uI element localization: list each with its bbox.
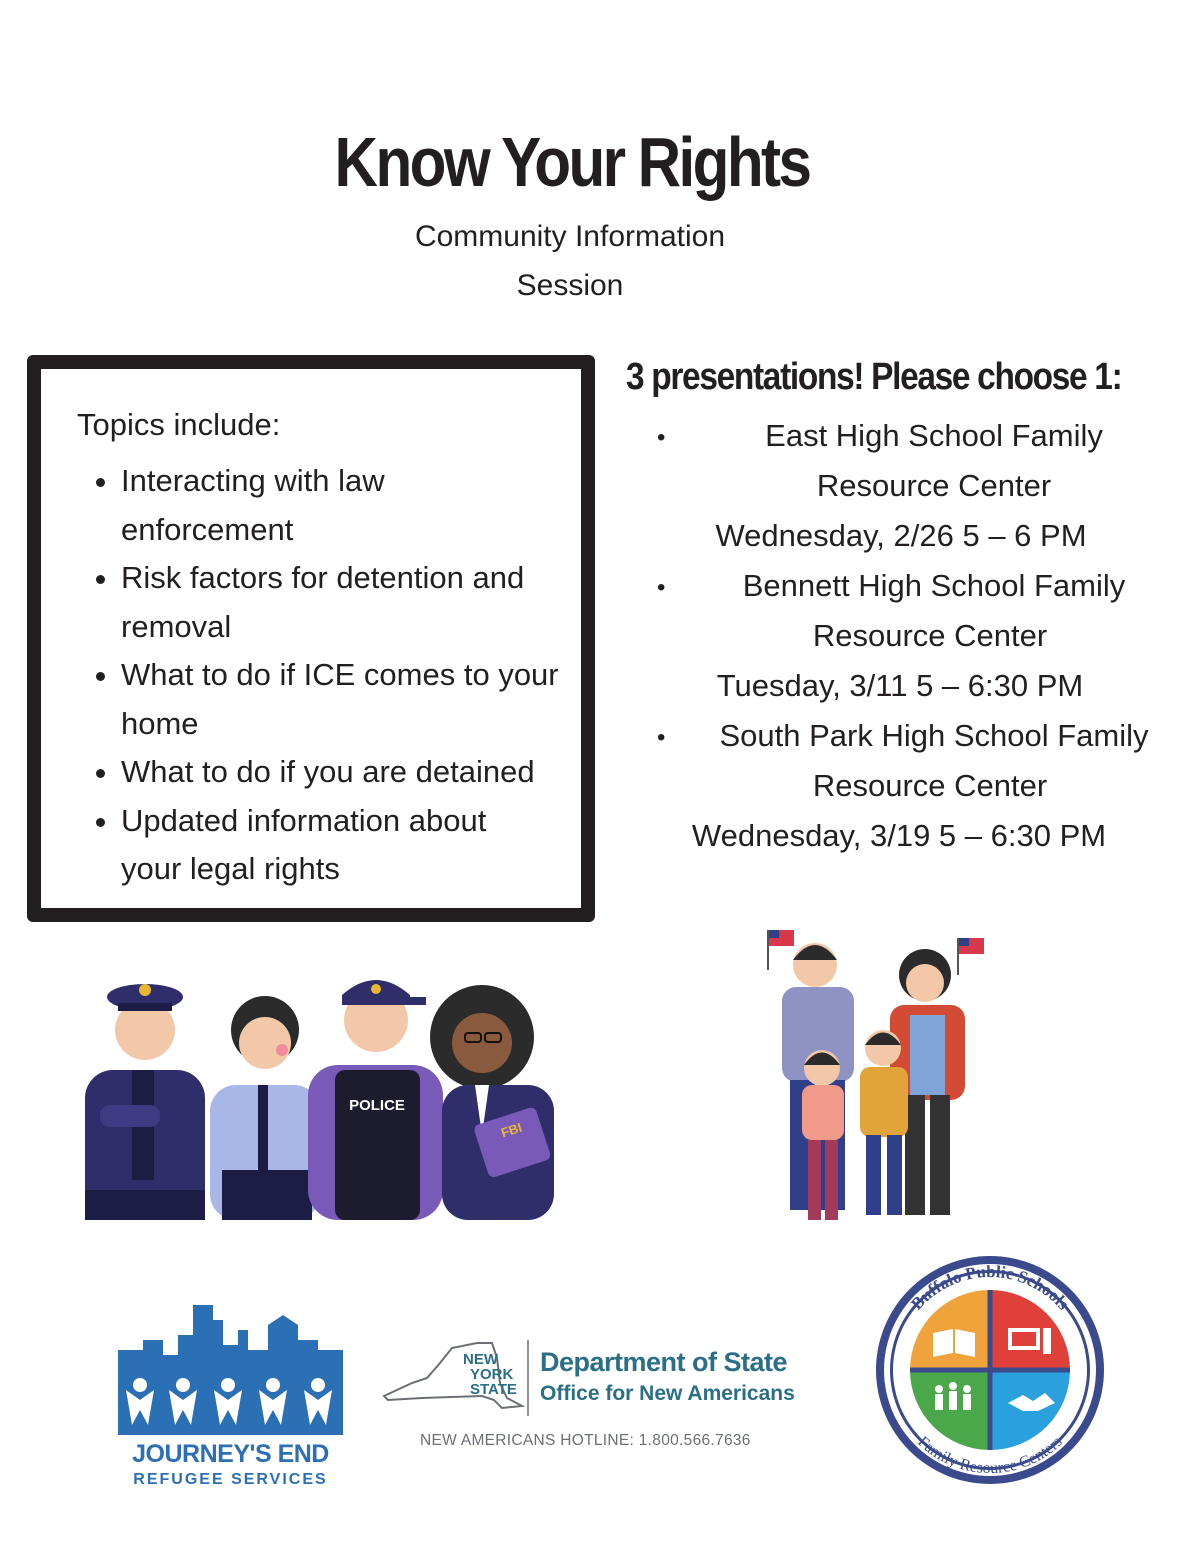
session-1-name-line1: East High School Family — [765, 418, 1103, 453]
hotline-text: NEW AMERICANS HOTLINE: 1.800.566.7636 — [420, 1432, 751, 1449]
session-1-name-line2: Resource Center — [816, 468, 1052, 503]
session-3-name-line1: South Park High School Family — [719, 718, 1149, 753]
subtitle-line-1: Community Information — [414, 220, 726, 253]
bps-ring-text — [873, 1253, 1107, 1487]
session-bullet: • — [657, 424, 666, 451]
session-1-when: Wednesday, 2/26 5 – 6 PM — [715, 518, 1087, 553]
fbi-badge-label: FBI — [499, 1119, 524, 1141]
police-officer-figure — [85, 984, 205, 1220]
session-bullet: • — [657, 574, 666, 601]
topics-box — [27, 355, 595, 922]
bps-top-text: Buffalo Public Schools — [907, 1261, 1074, 1314]
session-3-name-line2: Resource Center — [812, 768, 1048, 803]
female-officer-figure — [210, 996, 320, 1220]
department-of-state: Department of State — [540, 1347, 788, 1377]
subtitle-line-2: Session — [516, 269, 624, 302]
presentations-heading: 3 presentations! Please choose 1: — [626, 356, 1122, 398]
session-2-name-line1: Bennett High School Family — [742, 568, 1126, 603]
topic-item: • Risk factors for detention and removal — [121, 554, 621, 651]
session-2-when: Tuesday, 3/11 5 – 6:30 PM — [716, 668, 1084, 703]
session-bullet: • — [657, 724, 666, 751]
journeys-end-logo — [118, 1300, 343, 1440]
journeys-end-title: JOURNEY'S END — [132, 1440, 329, 1468]
page-title: Know Your Rights — [334, 123, 810, 201]
nys-word-york: YORK — [470, 1366, 514, 1383]
svg-text:Family Resource Centers — [914, 1433, 1065, 1477]
officers-illustration — [80, 975, 570, 1220]
session-3-when: Wednesday, 3/19 5 – 6:30 PM — [691, 818, 1107, 853]
topic-item: • Interacting with law enforcement — [121, 457, 621, 554]
journeys-end-subtitle: REFUGEE SERVICES — [133, 1471, 328, 1488]
fbi-agent-figure — [430, 985, 554, 1220]
police-vest-label: POLICE — [349, 1097, 405, 1114]
topic-item: • What to do if you are detained — [121, 748, 621, 797]
nys-word-state: STATE — [470, 1381, 517, 1398]
svg-text:Buffalo Public Schools — [907, 1262, 1073, 1314]
topics-list — [91, 457, 621, 894]
nys-word-new: NEW — [463, 1351, 498, 1368]
bps-bottom-text: Family Resource Centers — [914, 1433, 1066, 1478]
swat-officer-figure — [308, 980, 443, 1220]
office-for-new-americans: Office for New Americans — [540, 1382, 795, 1405]
topics-heading: Topics include: — [77, 407, 281, 442]
topic-item: • Updated information about your legal rights — [121, 797, 621, 894]
topic-item: • What to do if ICE comes to your home — [121, 651, 621, 748]
family-illustration — [760, 925, 990, 1240]
session-2-name-line2: Resource Center — [812, 618, 1048, 653]
